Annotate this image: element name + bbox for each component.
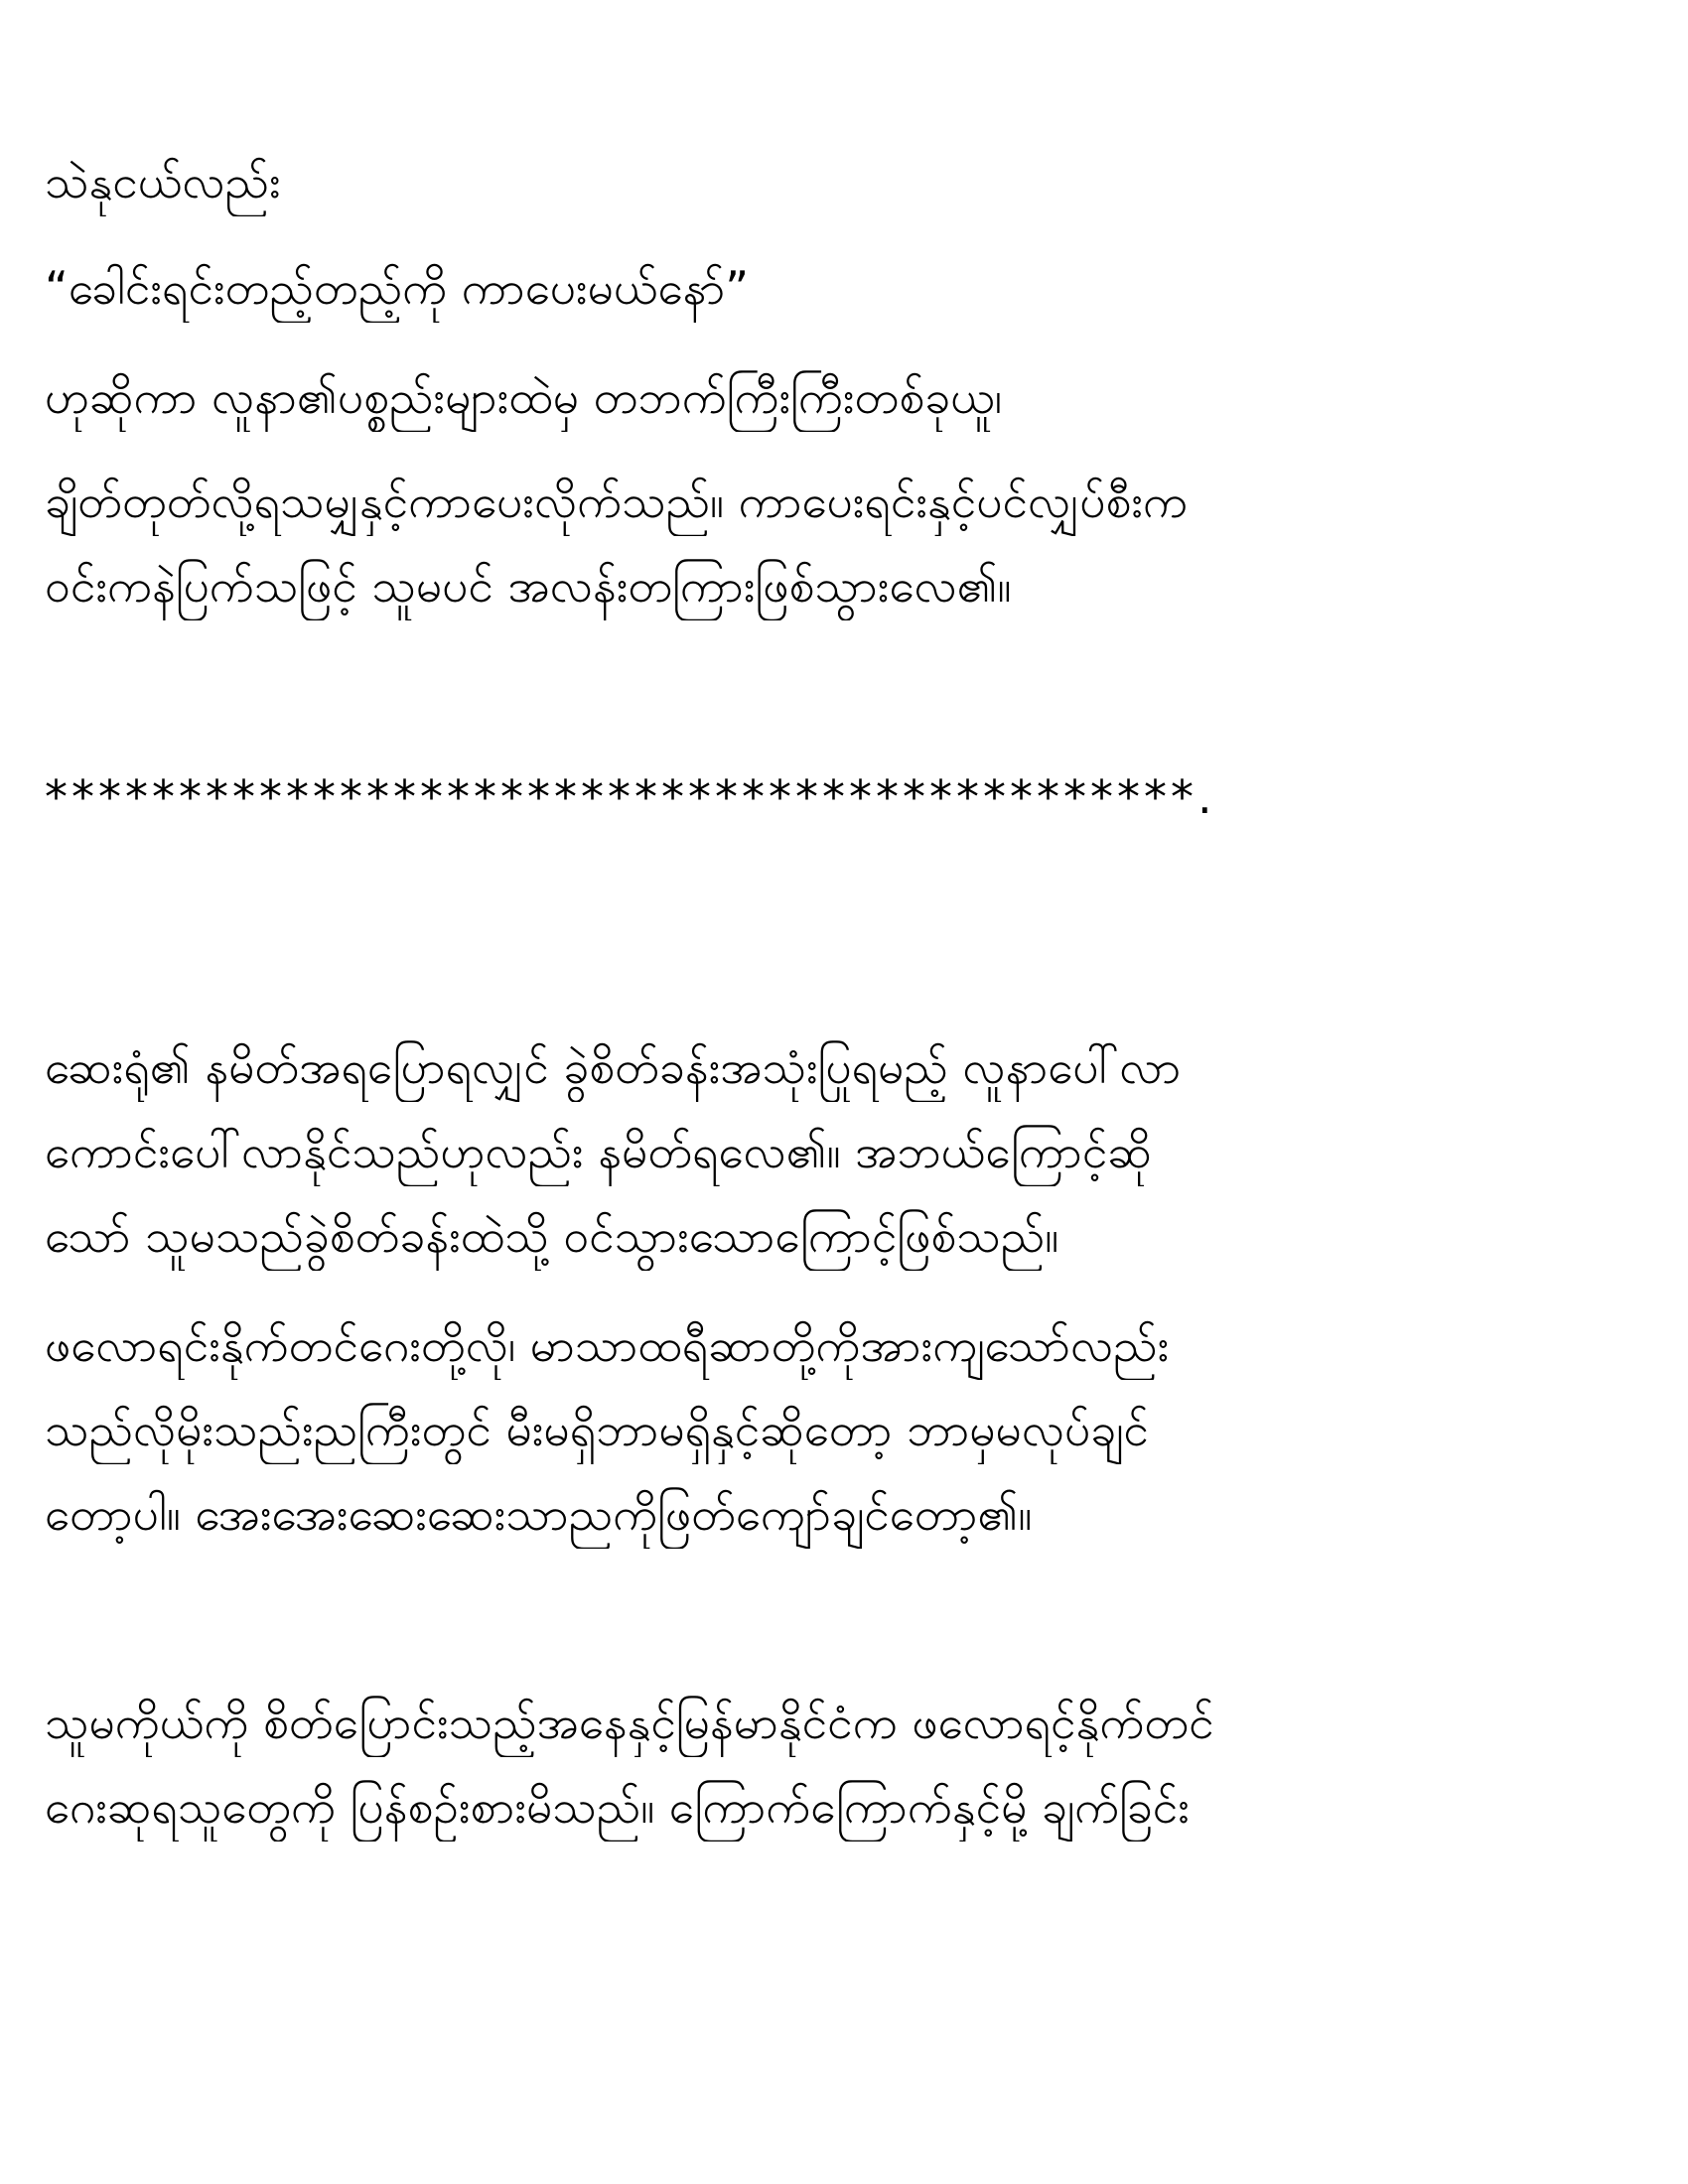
paragraph-line: ဟုဆိုကာ လူနာ၏ပစ္စည်းများထဲမှ တဘက်ကြီးကြီးတစ်ခုယူ၊ — [45, 370, 1003, 424]
paragraph-line: ဝင်းကနဲပြက်သဖြင့် သူမပင် အလန်းတကြားဖြစ်သွားလေ၏။ — [45, 559, 1012, 613]
paragraph-line: ချိတ်တုတ်လို့ရသမျှနှင့်ကာပေးလိုက်သည်။ ကာပေးရင်းနှင့်ပင်လျှပ်စီးက — [45, 475, 1189, 528]
paragraph-line: ကောင်းပေါ်လာနိုင်သည်ဟုလည်း နမိတ်ရလေ၏။ အဘယ်ကြောင့်ဆို — [45, 1125, 1152, 1178]
paragraph-line: ဂေးဆုရသူတွေကို ပြန်စဉ်းစားမိသည်။ ကြောက်ကြောက်နှင့်မို့ ချက်ခြင်း — [45, 1780, 1190, 1834]
paragraph-line: သူမကိုယ်ကို စိတ်ပြောင်းသည့်အနေနှင့်မြန်မာနိုင်ငံက ဖလောရင့်နိုက်တင် — [45, 1696, 1214, 1749]
paragraph-line: သော် သူမသည်ခွဲစိတ်ခန်းထဲသို့ ဝင်သွားသောကြောင့်ဖြစ်သည်။ — [45, 1209, 1059, 1263]
paragraph-line: ဖလောရင်းနိုက်တင်ဂေးတို့လို၊ မာသာထရီဆာတို့ကိုအားကျသော်လည်း — [45, 1318, 1170, 1372]
paragraph-line: သဲနုငယ်လည်း — [45, 155, 281, 208]
section-separator: *******************************************. — [45, 770, 1216, 824]
paragraph-line: ဆေးရုံ၏ နမိတ်အရပြောရလျှင် ခွဲစိတ်ခန်းအသုံးပြုရမည့် လူနာပေါ်လာ — [45, 1040, 1182, 1094]
quoted-speech-line: “ခေါင်းရင်းတည့်တည့်ကို ကာပေးမယ်နော်” — [45, 261, 750, 315]
paragraph-line: သည်လိုမိုးသည်းညကြီးတွင် မီးမရှိဘာမရှိနှင့်ဆိုတော့ ဘာမှမလုပ်ချင် — [45, 1403, 1149, 1456]
paragraph-line: တော့ပါ။ အေးအေးဆေးဆေးသာညကိုဖြတ်ကျော်ချင်တော့၏။ — [45, 1487, 1033, 1541]
